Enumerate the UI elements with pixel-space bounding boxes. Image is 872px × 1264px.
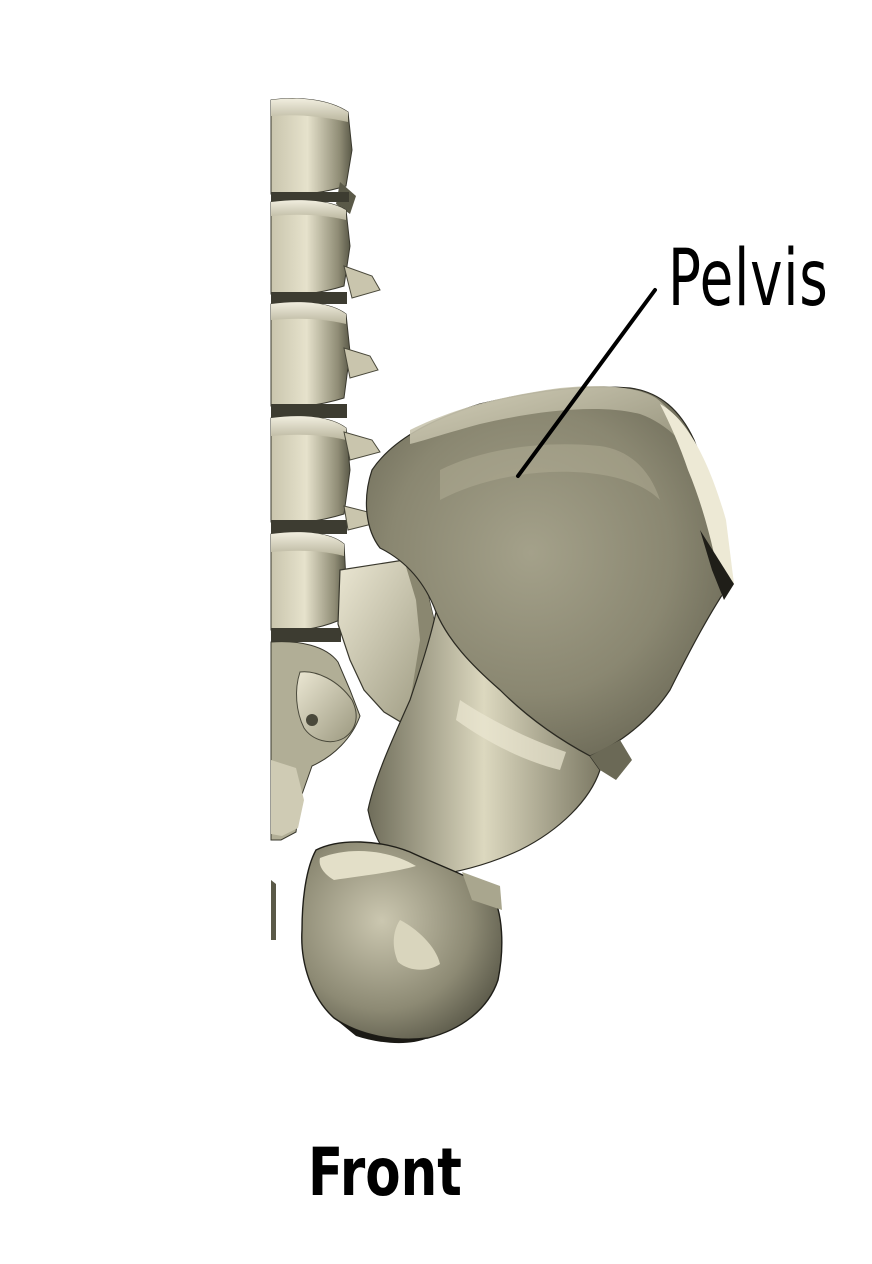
intervertebral-disc bbox=[271, 520, 347, 534]
intervertebral-disc bbox=[271, 628, 341, 642]
vertebra-l3 bbox=[271, 302, 378, 407]
pubis bbox=[302, 842, 502, 1043]
lumbar-spine bbox=[271, 99, 380, 643]
vertebra-l2 bbox=[271, 200, 380, 298]
vertebra-l4 bbox=[271, 416, 380, 523]
pelvis-label: Pelvis bbox=[668, 234, 829, 324]
intervertebral-disc bbox=[271, 404, 347, 418]
view-caption: Front bbox=[308, 1134, 462, 1211]
